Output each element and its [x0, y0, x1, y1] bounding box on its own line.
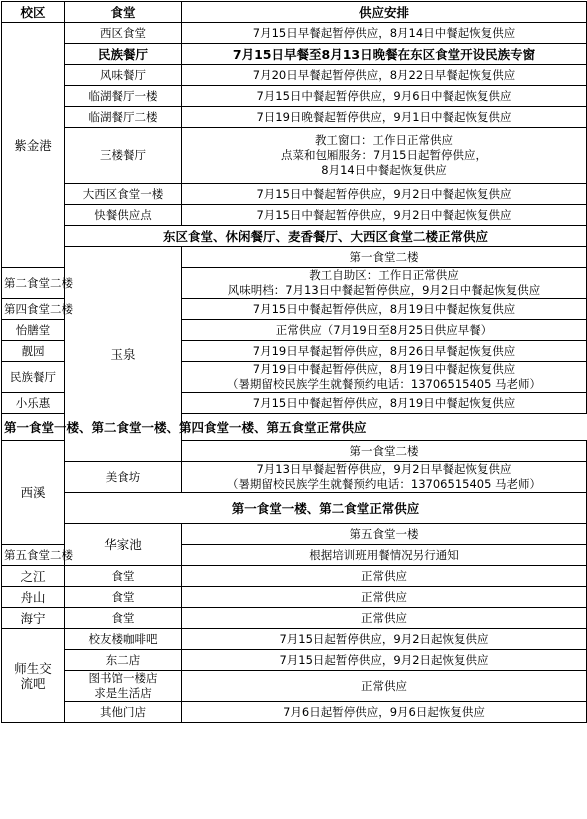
- arrangement-cell: 7月6日起暂停供应，9月6日起恢复供应: [182, 702, 587, 723]
- canteen-cell: 第一食堂二楼: [182, 247, 587, 268]
- table-row: [2, 629, 587, 650]
- table-row: [2, 587, 587, 608]
- arrangement-line: 7月19日中餐起暂停供应，8月19日中餐起恢复供应: [252, 362, 516, 376]
- arrangement-cell: 7月15日中餐起暂停供应，9月6日中餐起恢复供应: [182, 86, 587, 107]
- arrangement-cell: 7月15日早餐至8月13日晚餐在东区食堂开设民族专窗: [182, 44, 587, 65]
- table-row: [2, 23, 587, 44]
- arrangement-line: 教工窗口：工作日正常供应: [315, 133, 453, 147]
- arrangement-cell: 7月15日起暂停供应，9月2日起恢复供应: [182, 650, 587, 671]
- canteen-cell: 第二食堂二楼: [2, 268, 65, 299]
- canteen-cell: 其他门店: [65, 702, 182, 723]
- arrangement-cell: 7月19日早餐起暂停供应，8月26日早餐起恢复供应: [182, 341, 587, 362]
- canteen-cell: 靓园: [2, 341, 65, 362]
- arrangement-cell: 正常供应: [182, 608, 587, 629]
- note-row: [2, 226, 587, 247]
- arrangement-cell: 正常供应: [182, 587, 587, 608]
- table-row: [2, 44, 587, 65]
- canteen-cell: 三楼餐厅: [65, 128, 182, 184]
- arrangement-cell: 7月15日中餐起暂停供应，9月2日中餐起恢复供应: [182, 184, 587, 205]
- canteen-cell: 校友楼咖啡吧: [65, 629, 182, 650]
- arrangement-cell: 7月15日中餐起暂停供应，8月19日中餐起恢复供应: [182, 393, 587, 414]
- canteen-cell: 临湖餐厅二楼: [65, 107, 182, 128]
- supply-schedule-table: [1, 1, 587, 723]
- table-row: [2, 184, 587, 205]
- header-arrangement: 供应安排: [182, 2, 587, 23]
- canteen-cell: 东二店: [65, 650, 182, 671]
- table-row: [2, 462, 587, 493]
- campus-shisheng: [2, 629, 65, 723]
- arrangement-cell: 7月15日早餐起暂停供应，8月14日中餐起恢复供应: [182, 23, 587, 44]
- note-row: [2, 414, 587, 441]
- canteen-cell: 美食坊: [65, 462, 182, 493]
- header-row: [2, 2, 587, 23]
- arrangement-line: 7月13日早餐起暂停供应，9月2日早餐起恢复供应: [256, 462, 512, 476]
- arrangement-cell: 7月20日早餐起暂停供应，8月22日早餐起恢复供应: [182, 65, 587, 86]
- arrangement-cell: 正常供应: [182, 566, 587, 587]
- table-row: [2, 86, 587, 107]
- canteen-cell: 食堂: [65, 608, 182, 629]
- campus-name-line: 师生交: [14, 660, 52, 676]
- header-canteen: 食堂: [65, 2, 182, 23]
- canteen-cell: 小乐惠: [2, 393, 65, 414]
- table-row: [2, 247, 587, 268]
- arrangement-line: 8月14日中餐起恢复供应: [321, 163, 447, 177]
- xixi-note: 第一食堂一楼、第二食堂正常供应: [65, 493, 587, 524]
- table-row: [2, 650, 587, 671]
- canteen-cell: 民族餐厅: [65, 44, 182, 65]
- yuquan-note: 第一食堂一楼、第二食堂一楼、第四食堂一楼、第五食堂正常供应: [2, 414, 182, 441]
- arrangement-cell: [182, 462, 587, 493]
- campus-zhoushan: 舟山: [2, 587, 65, 608]
- canteen-cell: 大西区食堂一楼: [65, 184, 182, 205]
- canteen-cell: [65, 671, 182, 702]
- arrangement-cell: 7月15日起暂停供应，9月2日起恢复供应: [182, 629, 587, 650]
- arrangement-line: 风味明档：7月13日中餐起暂停供应，9月2日中餐起恢复供应: [227, 283, 541, 297]
- campus-zijingang: 紫金港: [2, 23, 65, 268]
- canteen-cell: 民族餐厅: [2, 362, 65, 393]
- table-row: [2, 107, 587, 128]
- campus-yuquan: 玉泉: [65, 247, 182, 462]
- header-campus: 校区: [2, 2, 65, 23]
- canteen-cell: 西区食堂: [65, 23, 182, 44]
- note-row: [2, 493, 587, 524]
- arrangement-line: 教工自助区：工作日正常供应: [309, 268, 459, 282]
- table-row: [2, 608, 587, 629]
- campus-zhijiang: 之江: [2, 566, 65, 587]
- canteen-cell: 临湖餐厅一楼: [65, 86, 182, 107]
- arrangement-cell: 正常供应（7月19日至8月25日供应早餐）: [182, 320, 587, 341]
- arrangement-cell: 正常供应: [182, 671, 587, 702]
- canteen-line: 求是生活店: [94, 686, 152, 700]
- campus-haining: 海宁: [2, 608, 65, 629]
- arrangement-cell: 7日19日晚餐起暂停供应，9月1日中餐起恢复供应: [182, 107, 587, 128]
- canteen-cell: 第五食堂一楼: [182, 524, 587, 545]
- arrangement-line: 点菜和包厢服务：7月15日起暂停供应，: [281, 148, 487, 162]
- campus-name-line: 流吧: [20, 675, 46, 691]
- table-row: [2, 524, 587, 545]
- canteen-cell: 风味餐厅: [65, 65, 182, 86]
- arrangement-cell: 7月15日中餐起暂停供应，9月2日中餐起恢复供应: [182, 205, 587, 226]
- campus-xixi: 西溪: [2, 441, 65, 545]
- table-row: [2, 128, 587, 184]
- table-row: [2, 671, 587, 702]
- campus-huajiachi: 华家池: [65, 524, 182, 566]
- arrangement-cell: [182, 362, 587, 393]
- canteen-cell: 第一食堂二楼: [182, 441, 587, 462]
- canteen-cell: 食堂: [65, 587, 182, 608]
- canteen-cell: 怡膳堂: [2, 320, 65, 341]
- table-row: [2, 702, 587, 723]
- arrangement-cell: [182, 128, 587, 184]
- table-row: [2, 566, 587, 587]
- canteen-cell: 第四食堂二楼: [2, 299, 65, 320]
- arrangement-cell: 根据培训班用餐情况另行通知: [182, 545, 587, 566]
- canteen-line: 图书馆一楼店: [88, 671, 158, 685]
- canteen-cell: 快餐供应点: [65, 205, 182, 226]
- zijingang-note: 东区食堂、休闲餐厅、麦香餐厅、大西区食堂二楼正常供应: [65, 226, 587, 247]
- arrangement-cell: 7月15日中餐起暂停供应，8月19日中餐起恢复供应: [182, 299, 587, 320]
- canteen-cell: 食堂: [65, 566, 182, 587]
- arrangement-cell: [182, 268, 587, 299]
- canteen-cell: 第五食堂二楼: [2, 545, 65, 566]
- table-row: [2, 65, 587, 86]
- arrangement-line: （暑期留校民族学生就餐预约电话：13706515405 马老师）: [226, 377, 542, 391]
- table-row: [2, 205, 587, 226]
- arrangement-line: （暑期留校民族学生就餐预约电话：13706515405 马老师）: [226, 477, 542, 491]
